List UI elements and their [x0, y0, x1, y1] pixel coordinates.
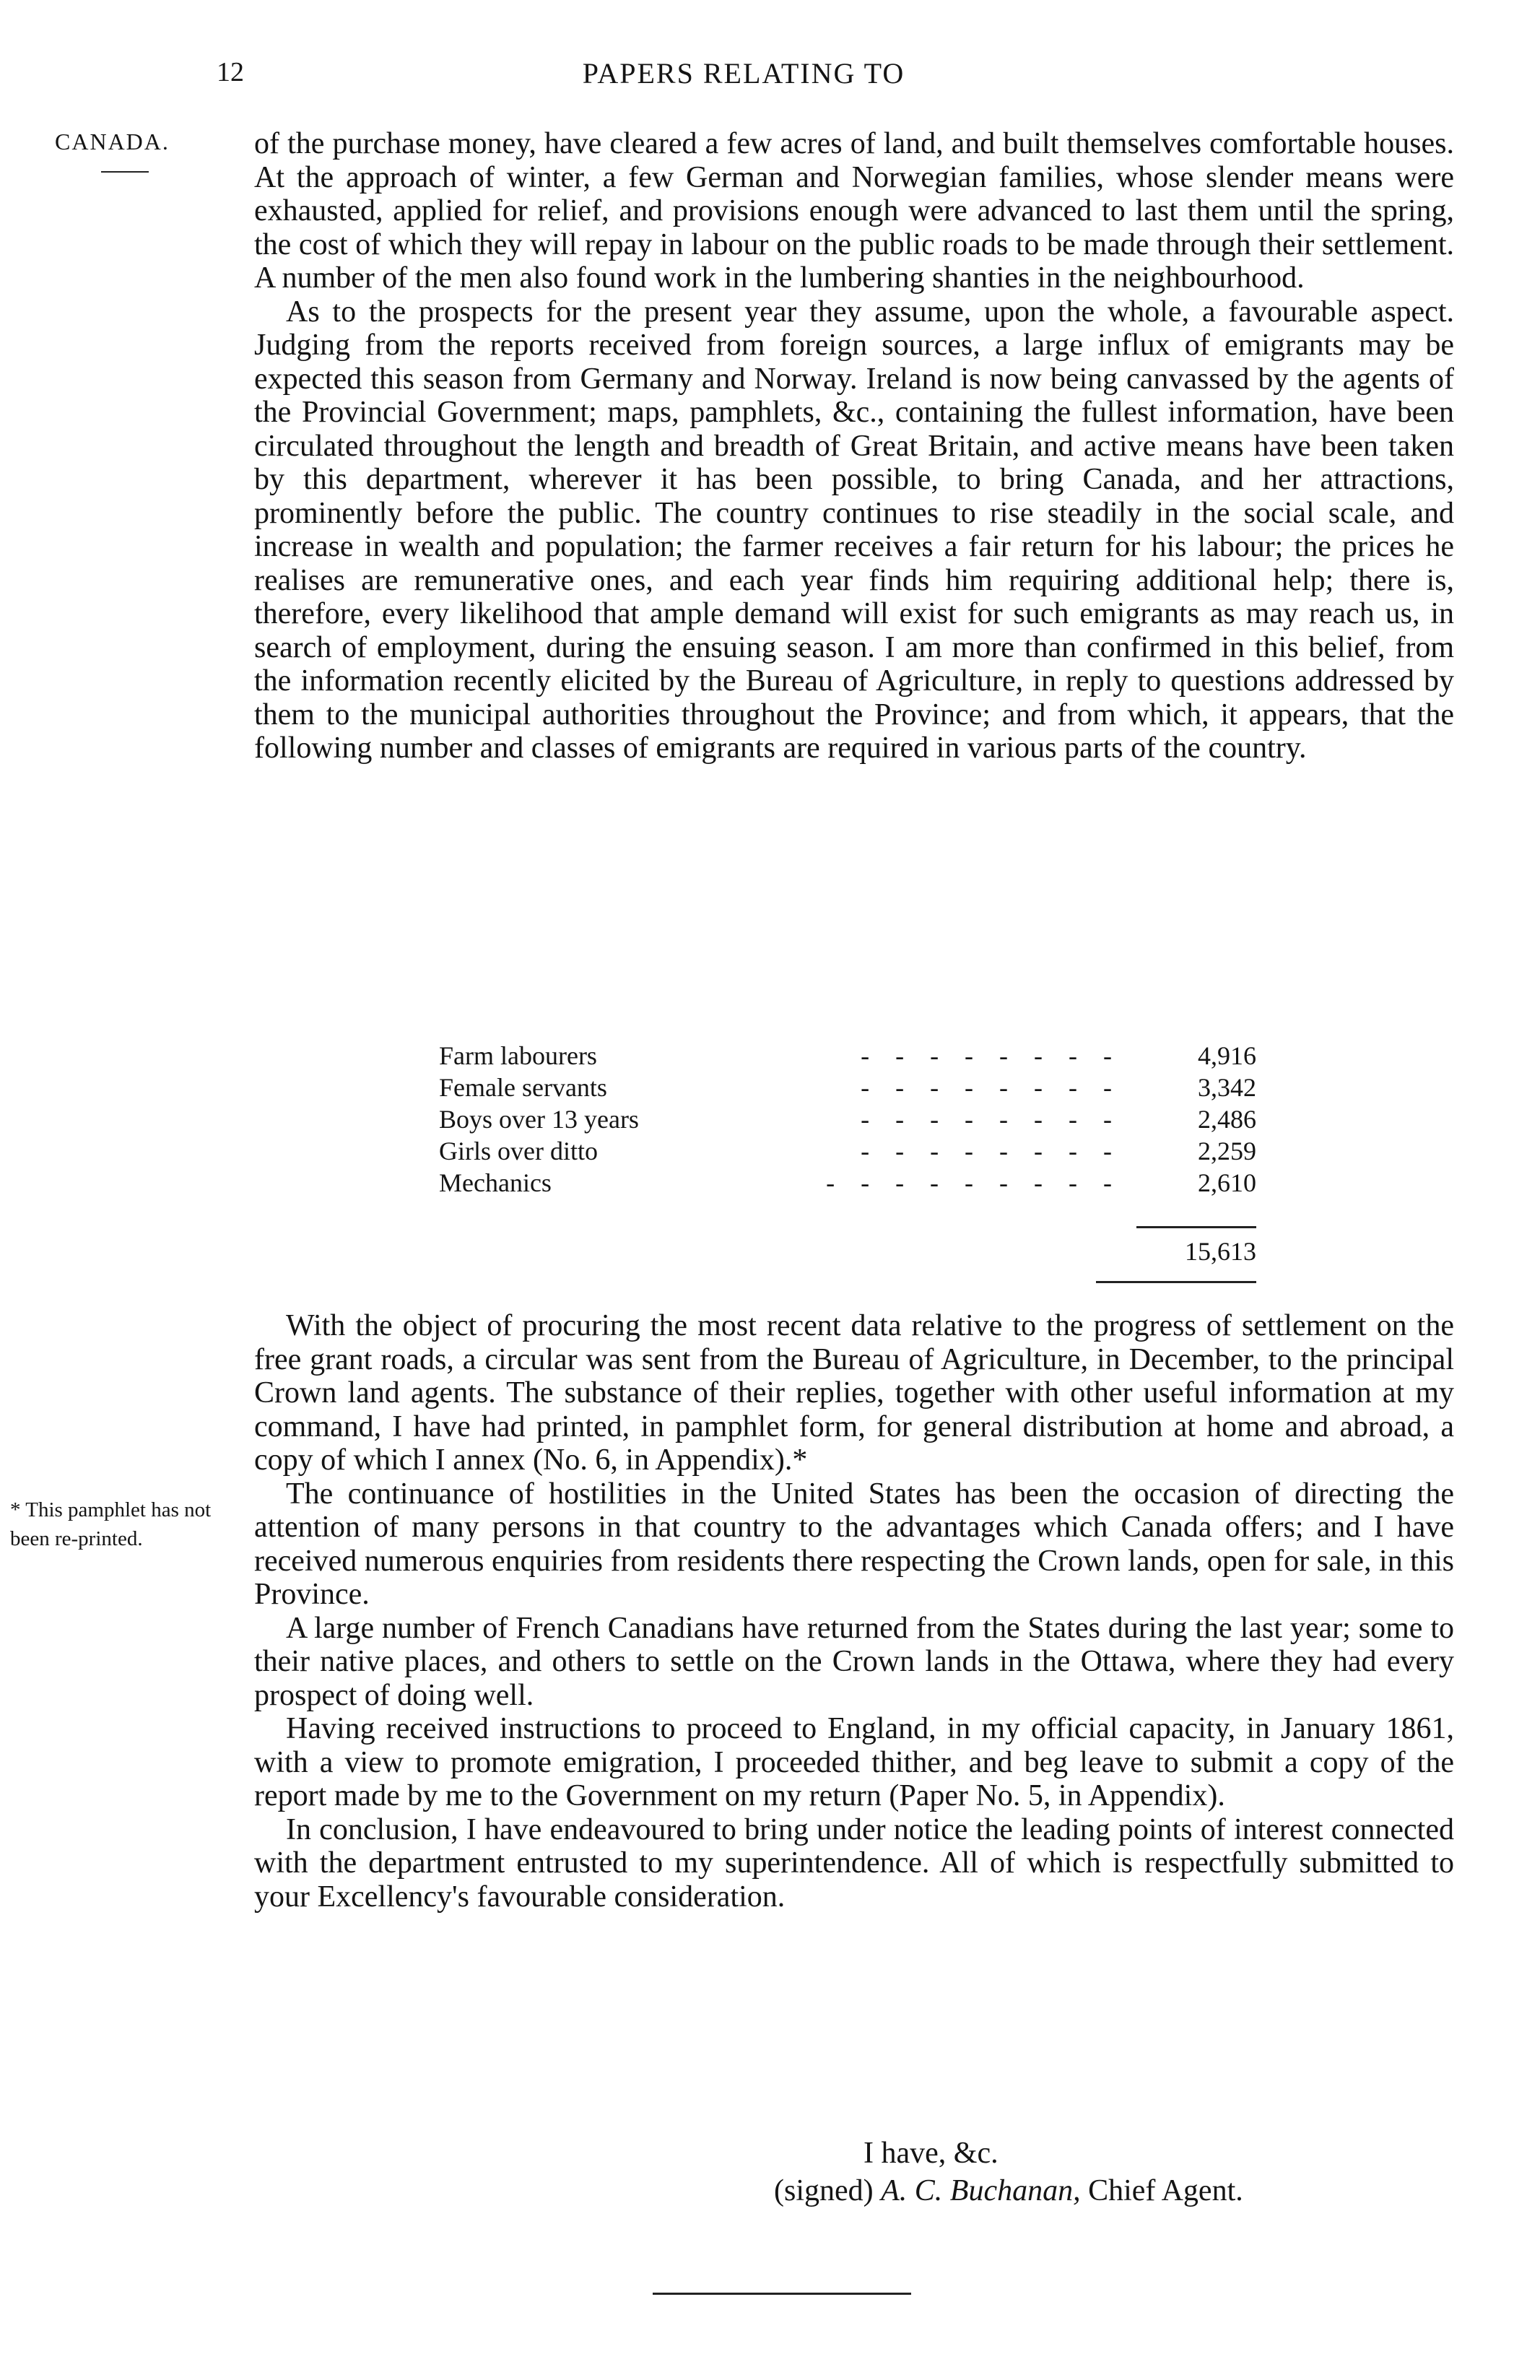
- signed-prefix: (signed): [774, 2174, 874, 2207]
- paragraph: of the purchase money, have cleared a few acres of land, and built themselves comfortable houses. At the approach of winter, a few German and Norwegian families, whose slender means were exhausted, applied for relief, and provisions enough were advanced to last them until the spring, the cost of which they will repay in labour on the public roads to be made through their settlement. A number of the men also found work in the lumbering shanties in the neighbourhood.: [254, 127, 1454, 295]
- row-label: Girls over ditto: [439, 1137, 598, 1165]
- table-row: [439, 1136, 1256, 1168]
- paragraph: In conclusion, I have endeavoured to bring under notice the leading points of interest connected with the department entrusted to my superintendence. All of which is respectfully submitted to your Excellency's favourable consideration.: [254, 1812, 1454, 1914]
- row-label: Boys over 13 years: [439, 1105, 639, 1134]
- signatory-name: A. C. Buchanan,: [881, 2174, 1081, 2207]
- closing-rule: [653, 2293, 911, 2295]
- dot-leader: --------: [861, 1041, 1138, 1070]
- signature-line: [774, 2173, 1243, 2208]
- dot-leader: --------: [861, 1073, 1138, 1102]
- body-text-upper: [254, 127, 1454, 765]
- table-total: 15,613: [1185, 1237, 1256, 1266]
- margin-footnote: * This pamphlet has not been re-printed.: [10, 1498, 212, 1550]
- row-label: Female servants: [439, 1073, 607, 1102]
- page-number: 12: [217, 57, 244, 87]
- row-value: 4,916: [1198, 1041, 1256, 1070]
- paragraph: The continuance of hostilities in the United States has been the occasion of directing the attention of many persons in that country to the advantages which Canada offers; and I have received numerous enquiries from residents there respecting the Crown lands, open for sale, in this Province.: [254, 1477, 1454, 1611]
- table-row: [439, 1168, 1256, 1199]
- margin-section-label: CANADA.: [55, 129, 170, 155]
- row-value: 2,610: [1198, 1168, 1256, 1197]
- table-row: [439, 1072, 1256, 1104]
- paragraph: With the object of procuring the most recent data relative to the progress of settlement on the free grant roads, a circular was sent from the Bureau of Agriculture, in December, to the principal Crown land agents. The substance of their replies, together with other useful information at my command, I have had printed, in pamphlet form, for general distribution at home and abroad, a copy of which I annex (No. 6, in Appendix).*: [254, 1309, 1454, 1477]
- table-row: [439, 1041, 1256, 1072]
- total-underline: [1096, 1281, 1256, 1283]
- row-value: 2,259: [1198, 1137, 1256, 1165]
- running-title: PAPERS RELATING TO: [582, 57, 905, 90]
- row-label: Farm labourers: [439, 1041, 597, 1070]
- body-text-lower: [254, 1309, 1454, 1914]
- paragraph: As to the prospects for the present year they assume, upon the whole, a favourable aspect. Judging from the reports received from foreign sources, a large influx of emigrants may be expected this season from Germany and Norway. Ireland is now being canvassed by the agents of the Provincial Government; maps, pamphlets, &c., containing the fullest information, have been circulated throughout the length and breadth of Great Britain, and active means have been taken by this department, wherever it has been possible, to bring Canada, and her attractions, prominently before the public. The country continues to rise steadily in the social scale, and increase in wealth and population; the farmer receives a fair return for his labour; the prices he realises are remunerative ones, and each year finds him requiring additional help; there is, therefore, every likelihood that ample demand will exist for such emigrants as may reach us, in search of employment, during the ensuing season. I am more than confirmed in this belief, from the information recently elicited by the Bureau of Agriculture, in reply to questions addressed by them to the municipal authorities throughout the Province; and from which, it appears, that the following number and classes of emigrants are required in various parts of the country.: [254, 295, 1454, 765]
- total-rule: [1136, 1226, 1256, 1228]
- dot-leader: --------: [861, 1105, 1138, 1134]
- paragraph: Having received instructions to proceed to England, in my official capacity, in January 1861, with a view to promote emigration, I proceeded thither, and beg leave to submit a copy of the report made by me to the Government on my return (Paper No. 5, in Appendix).: [254, 1712, 1454, 1812]
- signatory-title: Chief Agent.: [1088, 2174, 1243, 2207]
- emigrant-requirements-table: [439, 1041, 1256, 1199]
- closing-greeting: I have, &c.: [863, 2137, 999, 2170]
- dot-leader: --------: [861, 1137, 1138, 1165]
- section-label-rule: [101, 171, 149, 173]
- dot-leader: ---------: [826, 1168, 1138, 1197]
- table-row: [439, 1104, 1256, 1136]
- row-label: Mechanics: [439, 1168, 552, 1197]
- row-value: 3,342: [1198, 1073, 1256, 1102]
- paragraph: A large number of French Canadians have returned from the States during the last year; some to their native places, and others to settle on the Crown lands in the Ottawa, where they had every prospect of doing well.: [254, 1611, 1454, 1712]
- row-value: 2,486: [1198, 1105, 1256, 1134]
